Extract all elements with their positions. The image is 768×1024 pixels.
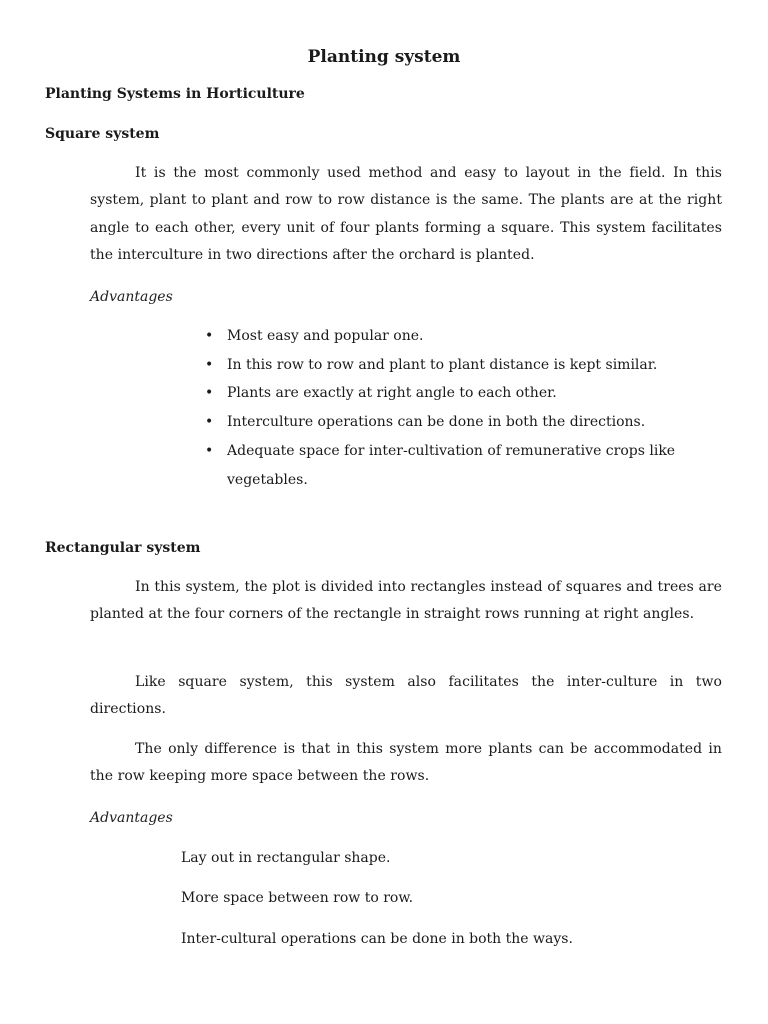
square-system-heading: Square system (45, 126, 160, 142)
rectangular-paragraph-2: Like square system, this system also facilitates the inter-culture in two directions. (90, 674, 722, 718)
rectangular-advantages-label: Advantages (90, 810, 173, 826)
rectangular-advantage-item: More space between row to row. (181, 890, 414, 906)
section-heading: Planting Systems in Horticulture (45, 86, 305, 102)
square-advantages-label: Advantages (90, 289, 173, 305)
square-system-paragraph: It is the most commonly used method and easy to layout in the field. In this system, plant to plant and row to row distance is the same. The plants are at the right angle to each other, every unit of four plants forming a square. This system facilitates the interculture in two directions after the orchard is planted. (90, 165, 722, 263)
list-item: • Plants are exactly at right angle to each other. (205, 379, 725, 408)
rectangular-paragraph-3: The only difference is that in this system more plants can be accommodated in the row keeping more space between the rows. (90, 741, 722, 785)
square-advantages-list (205, 322, 725, 494)
rectangular-advantage-item: Inter-cultural operations can be done in both the ways. (181, 931, 573, 947)
page-title: Planting system (307, 47, 461, 67)
list-item: • Most easy and popular one. (205, 322, 725, 351)
list-item: • Interculture operations can be done in both the directions. (205, 408, 725, 437)
list-item: • Adequate space for inter-cultivation of remunerative crops like vegetables. (205, 437, 697, 494)
rectangular-advantage-item: Lay out in rectangular shape. (181, 850, 391, 866)
rectangular-system-heading: Rectangular system (45, 540, 201, 556)
rectangular-paragraph-1: In this system, the plot is divided into rectangles instead of squares and trees are planted at the four corners of the rectangle in straight rows running at right angles. (90, 579, 722, 623)
list-item: • In this row to row and plant to plant distance is kept similar. (205, 351, 725, 380)
